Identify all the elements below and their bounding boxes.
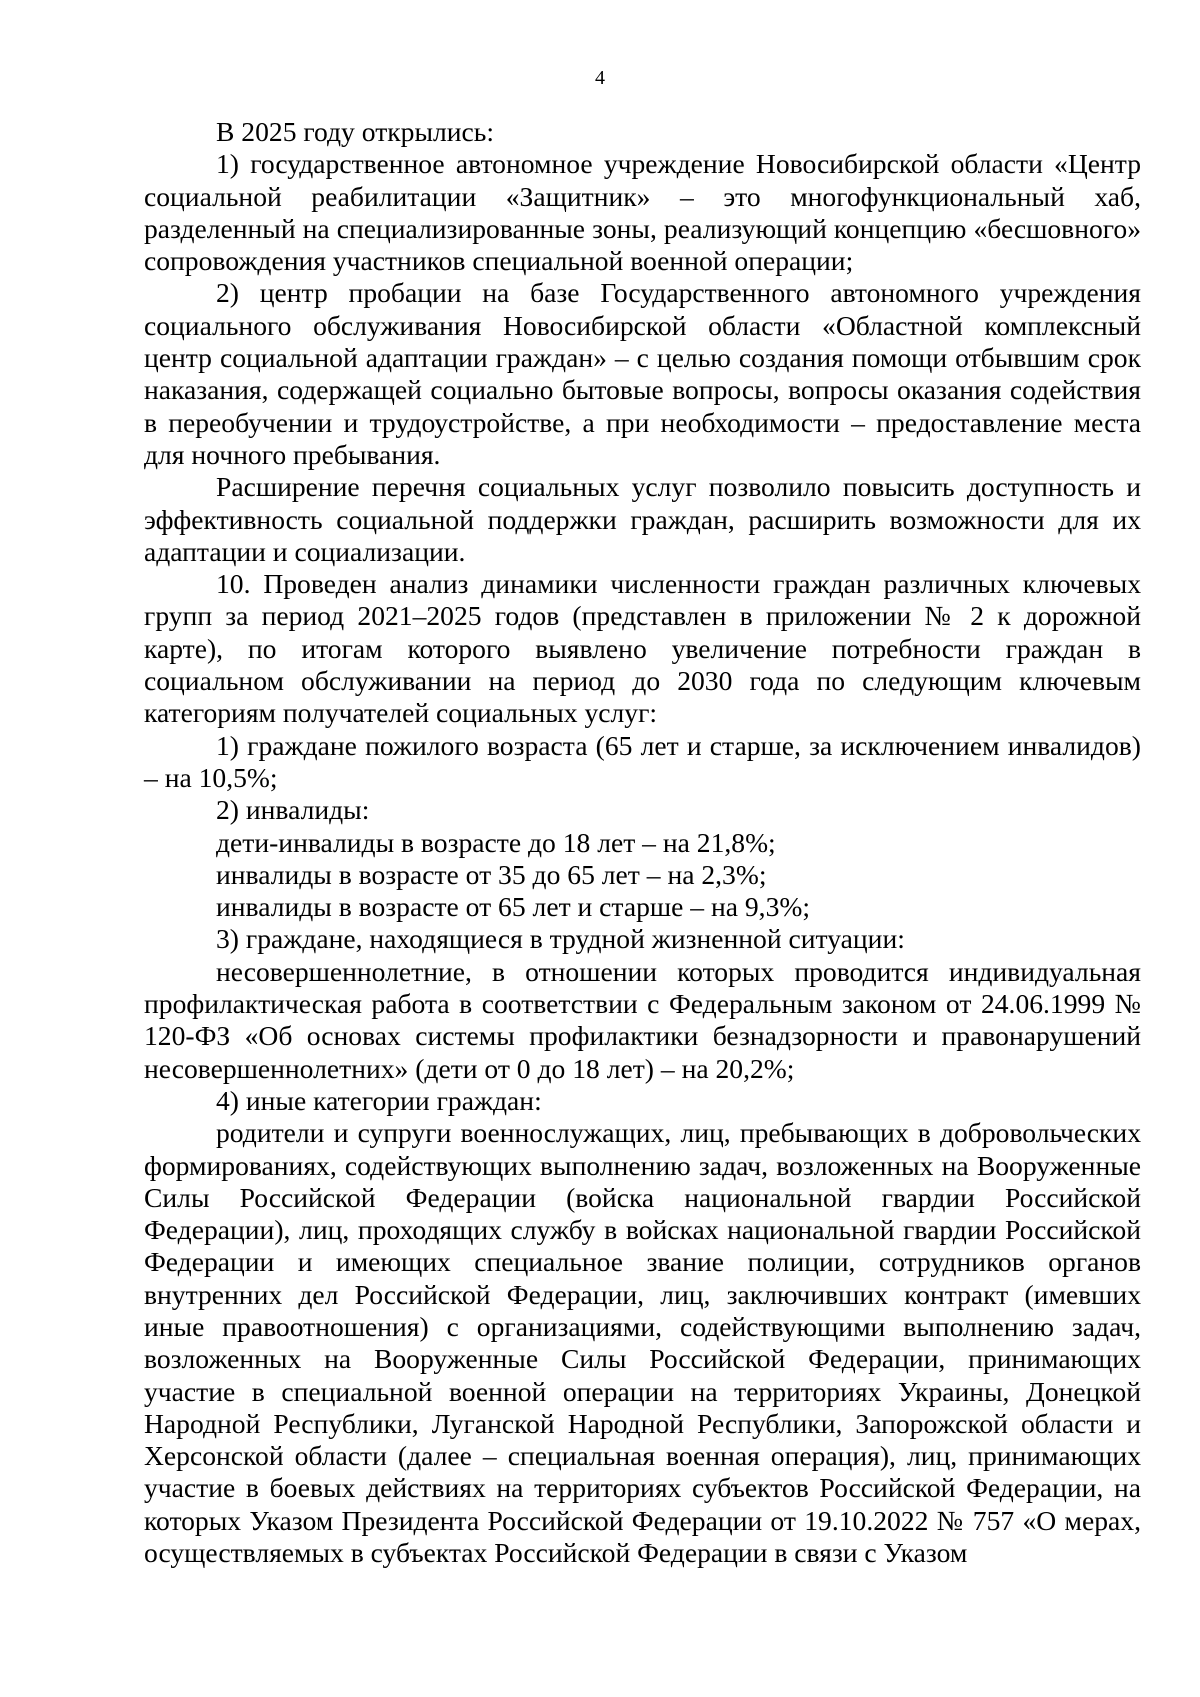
list-item-elderly: 1) граждане пожилого возраста (65 лет и старше, за исключением инвалидов) – на 10,5%; xyxy=(144,729,1141,793)
list-subitem-military-families: родители и супруги военнослужащих, лиц, пребывающих в добровольческих формированиях, содействующих выполнению задач, возложенных на Вооруженные Силы Российской Федерации (войска национальной гвардии Российской Федерации), лиц, проходящих службу в войсках национальной гвардии Российской Федерации и имеющих специальное звание полиции, сотрудников органов внутренних дел Российской Федерации, лиц, заключивших контракт (имевших иные правоотношения) с организациями, содействующими выполнению задач, возложенных на Вооруженные Силы Российской Федерации, принимающих участие в специальной военной операции на территориях Украины, Донецкой Народной Республики, Луганской Народной Республики, Запорожской области и Херсонской области (далее – специальная военная операция), лиц, принимающих участие в боевых действиях на территориях субъектов Российской Федерации, на которых Указом Президента Российской Федерации от 19.10.2022 № 757 «О мерах, осуществляемых в субъектах Российской Федерации в связи с Указом xyxy=(144,1117,1141,1569)
list-subitem-disabled-35-65: инвалиды в возрасте от 35 до 65 лет – на 2,3%; xyxy=(216,858,767,890)
list-subitem-minors: несовершеннолетние, в отношении которых проводится индивидуальная профилактическая работа в соответствии с Федеральным законом от 24.06.1999 № 120-ФЗ «Об основах системы профилактики безнадзорности и правонарушений несовершеннолетних» (дети от 0 до 18 лет) – на 20,2%; xyxy=(144,955,1141,1084)
paragraph-item-1-defender-center: 1) государственное автономное учреждение Новосибирской области «Центр социальной реабилитации «Защитник» – это многофункциональный хаб, разделенный на специализированные зоны, реализующий концепцию «бесшовного» сопровождения участников специальной военной операции; xyxy=(144,148,1141,277)
page-number: 4 xyxy=(595,67,605,89)
paragraph-opened-2025: В 2025 году открылись: xyxy=(216,116,495,147)
paragraph-services-expansion: Расширение перечня социальных услуг позволило повысить доступность и эффективность социальной поддержки граждан, расширить возможности для их адаптации и социализации. xyxy=(144,471,1141,567)
document-body xyxy=(144,116,1141,1569)
list-item-other-categories: 4) иные категории граждан: xyxy=(216,1084,542,1116)
list-item-difficult-situation: 3) граждане, находящиеся в трудной жизненной ситуации: xyxy=(216,923,905,955)
list-item-disabled: 2) инвалиды: xyxy=(216,794,370,826)
list-subitem-disabled-children: дети-инвалиды в возрасте до 18 лет – на 21,8%; xyxy=(216,826,776,858)
paragraph-item-2-probation-center: 2) центр пробации на базе Государственного автономного учреждения социального обслуживания Новосибирской области «Областной комплексный центр социальной адаптации граждан» – с целью создания помощи отбывшим срок наказания, содержащей социально бытовые вопросы, вопросы оказания содействия в переобучении и трудоустройстве, а при необходимости – предоставление места для ночного пребывания. xyxy=(144,277,1141,470)
paragraph-10-analysis: 10. Проведен анализ динамики численности граждан различных ключевых групп за период 2021–2025 годов (представлен в приложении № 2 к дорожной карте), по итогам которого выявлено увеличение потребности граждан в социальном обслуживании на период до 2030 года по следующим ключевым категориям получателей социальных услуг: xyxy=(144,568,1141,729)
list-subitem-disabled-65-plus: инвалиды в возрасте от 65 лет и старше – на 9,3%; xyxy=(216,891,811,923)
